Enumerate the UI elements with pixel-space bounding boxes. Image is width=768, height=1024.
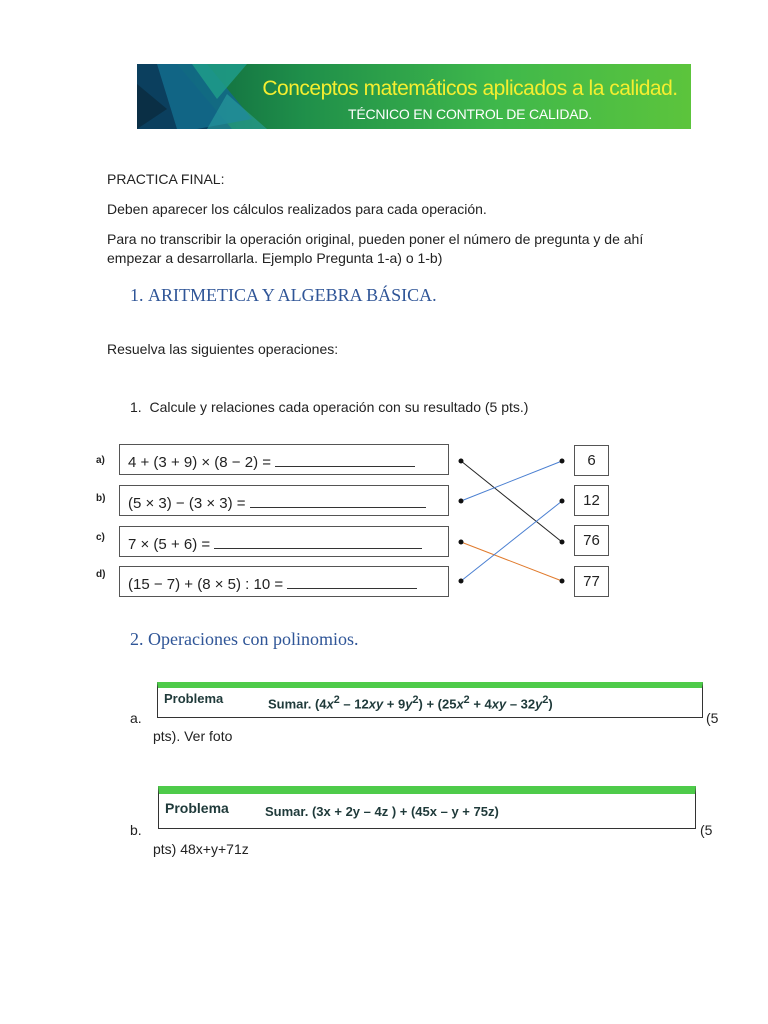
row-label-a: a) bbox=[96, 455, 105, 466]
banner-subtitle: TÉCNICO EN CONTROL DE CALIDAD. bbox=[348, 106, 592, 122]
problem-a-continuation: pts). Ver foto bbox=[153, 728, 233, 744]
dot-left-b bbox=[459, 499, 464, 504]
dot-left-c bbox=[459, 540, 464, 545]
problem-b-continuation: pts) 48x+y+71z bbox=[153, 841, 249, 857]
problem-b-letter: b. bbox=[130, 822, 142, 838]
answer-box-77: 77 bbox=[574, 566, 609, 597]
answer-box-76: 76 bbox=[574, 525, 609, 556]
section-1-number: 1. bbox=[130, 285, 144, 305]
intro-line-2a: Para no transcribir la operación original, pueden poner el número de pregunta y de ahí bbox=[107, 231, 644, 247]
dot-right-76 bbox=[560, 540, 565, 545]
answer-box-12: 12 bbox=[574, 485, 609, 516]
question-1-text: Calcule y relaciones cada operación con su resultado (5 pts.) bbox=[149, 399, 529, 415]
section-1-instruction: Resuelva las siguientes operaciones: bbox=[107, 341, 339, 357]
problem-b-box bbox=[158, 786, 696, 829]
section-2-heading bbox=[130, 629, 358, 650]
section-1-title: ARITMETICA Y ALGEBRA BÁSICA. bbox=[148, 285, 437, 305]
problem-a-box bbox=[157, 682, 703, 718]
expression-a: 4 + (3 + 9) × (8 − 2) = bbox=[128, 454, 276, 471]
intro-line-2b: empezar a desarrollarla. Ejemplo Pregunta 1-a) o 1-b) bbox=[107, 250, 443, 266]
row-label-d: d) bbox=[96, 569, 106, 580]
answer-box-6: 6 bbox=[574, 445, 609, 476]
dot-left-d bbox=[459, 579, 464, 584]
intro-line-1: Deben aparecer los cálculos realizados para cada operación. bbox=[107, 201, 487, 217]
question-1-number: 1. bbox=[130, 399, 142, 415]
expression-b: (5 × 3) − (3 × 3) = bbox=[128, 495, 250, 512]
dot-right-6 bbox=[560, 459, 565, 464]
dot-right-12 bbox=[560, 499, 565, 504]
dot-left-a bbox=[459, 459, 464, 464]
problem-a-label: Problema bbox=[164, 691, 224, 706]
problem-a-text: Sumar. $(4x^2 - 12xy + 9y^2) + (25x^2 + 4xy - 32y^2)$ bbox=[268, 694, 553, 712]
row-label-c: c) bbox=[96, 532, 105, 543]
problem-a-letter: a. bbox=[130, 710, 142, 726]
dot-right-77 bbox=[560, 579, 565, 584]
problem-a-points-open: (5 bbox=[706, 710, 719, 726]
section-2-number: 2. bbox=[130, 629, 144, 649]
match-line-a bbox=[461, 461, 562, 542]
expression-c: 7 × (5 + 6) = bbox=[128, 536, 215, 553]
match-line-d bbox=[461, 501, 562, 581]
match-line-b bbox=[461, 461, 562, 501]
problem-b-text: Sumar. (3x + 2y – 4z ) + (45x – y + 75z) bbox=[265, 804, 499, 819]
banner-title: Conceptos matemáticos aplicados a la calidad. bbox=[262, 77, 678, 100]
problem-b-label: Problema bbox=[165, 800, 229, 816]
expression-d: (15 − 7) + (8 × 5) : 10 = bbox=[128, 576, 288, 593]
match-line-c bbox=[461, 542, 562, 581]
problem-b-points-open: (5 bbox=[700, 822, 713, 838]
practice-heading: PRACTICA FINAL: bbox=[107, 171, 225, 187]
section-2-title: Operaciones con polinomios. bbox=[148, 629, 359, 649]
row-label-b: b) bbox=[96, 493, 106, 504]
